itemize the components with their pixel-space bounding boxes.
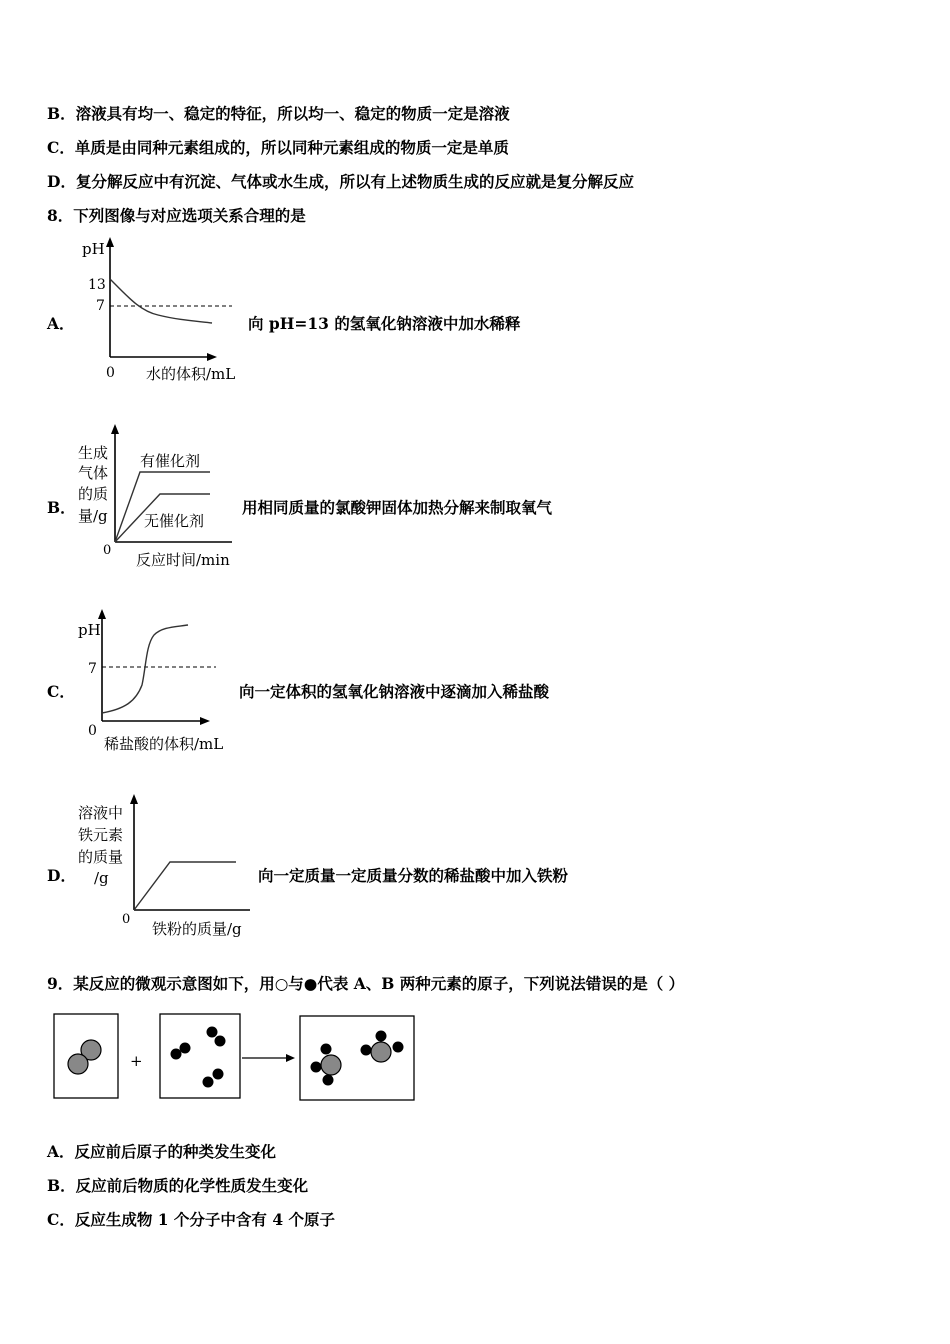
q8d-y-label-1: 溶液中 <box>78 804 124 822</box>
atom-b-icon <box>323 1075 334 1086</box>
q8b-label-catalyst: 有催化剂 <box>140 452 201 470</box>
atom-b-icon <box>311 1062 322 1073</box>
q8-option-a-label: A． <box>47 314 75 333</box>
q8a-tick-7: 7 <box>96 298 105 314</box>
q8-graph-a <box>70 235 260 395</box>
q8a-tick-13: 13 <box>88 277 106 293</box>
atom-b-icon <box>207 1027 218 1038</box>
option-c-previous: C．单质是由同种元素组成的，所以同种元素组成的物质一定是单质 <box>47 138 509 157</box>
q8c-origin: 0 <box>88 723 97 739</box>
q9-option-a: A．反应前后原子的种类发生变化 <box>47 1142 277 1161</box>
q8b-y-label-1: 生成 <box>78 444 109 462</box>
atom-b-icon <box>321 1044 332 1055</box>
option-b-previous: B．溶液具有均一、稳定的特征，所以均一、稳定的物质一定是溶液 <box>47 104 510 123</box>
q8a-curve <box>110 279 212 323</box>
q8-option-c-label: C． <box>47 682 75 701</box>
q8d-curve <box>134 862 236 910</box>
q8-option-b-label: B． <box>47 498 76 517</box>
atom-b-icon <box>213 1069 224 1080</box>
atom-b-icon <box>361 1045 372 1056</box>
q8-graph-d <box>70 790 260 945</box>
q8d-y-label-4: /g <box>94 869 109 887</box>
q8d-x-label: 铁粉的质量/g <box>152 920 242 938</box>
q8a-origin: 0 <box>106 365 115 381</box>
q8-option-c-text: 向一定体积的氢氧化钠溶液中逐滴加入稀盐酸 <box>239 682 550 701</box>
q8b-y-label-3: 的质 <box>78 485 109 503</box>
atom-b-icon <box>203 1077 214 1088</box>
q8a-y-label: pH <box>82 240 105 258</box>
q8c-tick-7: 7 <box>88 661 97 677</box>
q8-option-a-text: 向 pH=13 的氢氧化钠溶液中加水稀释 <box>248 314 521 333</box>
q8-option-b-text: 用相同质量的氯酸钾固体加热分解来制取氧气 <box>242 498 553 517</box>
q8b-curve-catalyst <box>115 472 210 542</box>
atom-b-icon <box>180 1043 191 1054</box>
q8a-x-label: 水的体积/mL <box>146 365 236 383</box>
q8-option-d-text: 向一定质量一定质量分数的稀盐酸中加入铁粉 <box>258 866 569 885</box>
q9-option-b: B．反应前后物质的化学性质发生变化 <box>47 1176 309 1195</box>
question-8-stem: 8．下列图像与对应选项关系合理的是 <box>47 206 306 225</box>
plus-sign: + <box>130 1052 143 1070</box>
q8c-curve <box>102 625 188 713</box>
atom-a-icon <box>68 1054 88 1074</box>
atom-b-icon <box>393 1042 404 1053</box>
q8d-y-label-2: 铁元素 <box>78 826 124 844</box>
atom-a-icon <box>371 1042 391 1062</box>
atom-b-icon <box>376 1031 387 1042</box>
q9-option-c: C．反应生成物 1 个分子中含有 4 个原子 <box>47 1210 335 1229</box>
question-9-stem: 9．某反应的微观示意图如下，用○与●代表 A、B 两种元素的原子，下列说法错误的是（ ） <box>47 974 685 993</box>
q8b-label-no-catalyst: 无催化剂 <box>144 512 205 530</box>
q8-option-d-label: D． <box>47 866 76 885</box>
atom-b-icon <box>215 1036 226 1047</box>
atom-a-icon <box>321 1055 341 1075</box>
option-d-previous: D．复分解反应中有沉淀、气体或水生成，所以有上述物质生成的反应就是复分解反应 <box>47 172 634 191</box>
q8d-origin: 0 <box>122 912 131 927</box>
q9-reaction-diagram <box>50 1010 420 1106</box>
q8b-y-label-4: 量/g <box>78 507 108 525</box>
arrow-icon <box>286 1054 295 1062</box>
q8d-y-label-3: 的质量 <box>78 848 124 866</box>
q8c-x-label: 稀盐酸的体积/mL <box>104 735 224 753</box>
product-box <box>300 1016 414 1100</box>
q8b-x-label: 反应时间/min <box>136 551 230 569</box>
q8-graph-c <box>70 605 250 760</box>
q8b-origin: 0 <box>103 543 112 558</box>
q8c-y-label: pH <box>78 621 101 639</box>
q8-graph-b <box>70 420 250 575</box>
atom-b-icon <box>171 1049 182 1060</box>
q8b-y-label-2: 气体 <box>78 464 109 482</box>
